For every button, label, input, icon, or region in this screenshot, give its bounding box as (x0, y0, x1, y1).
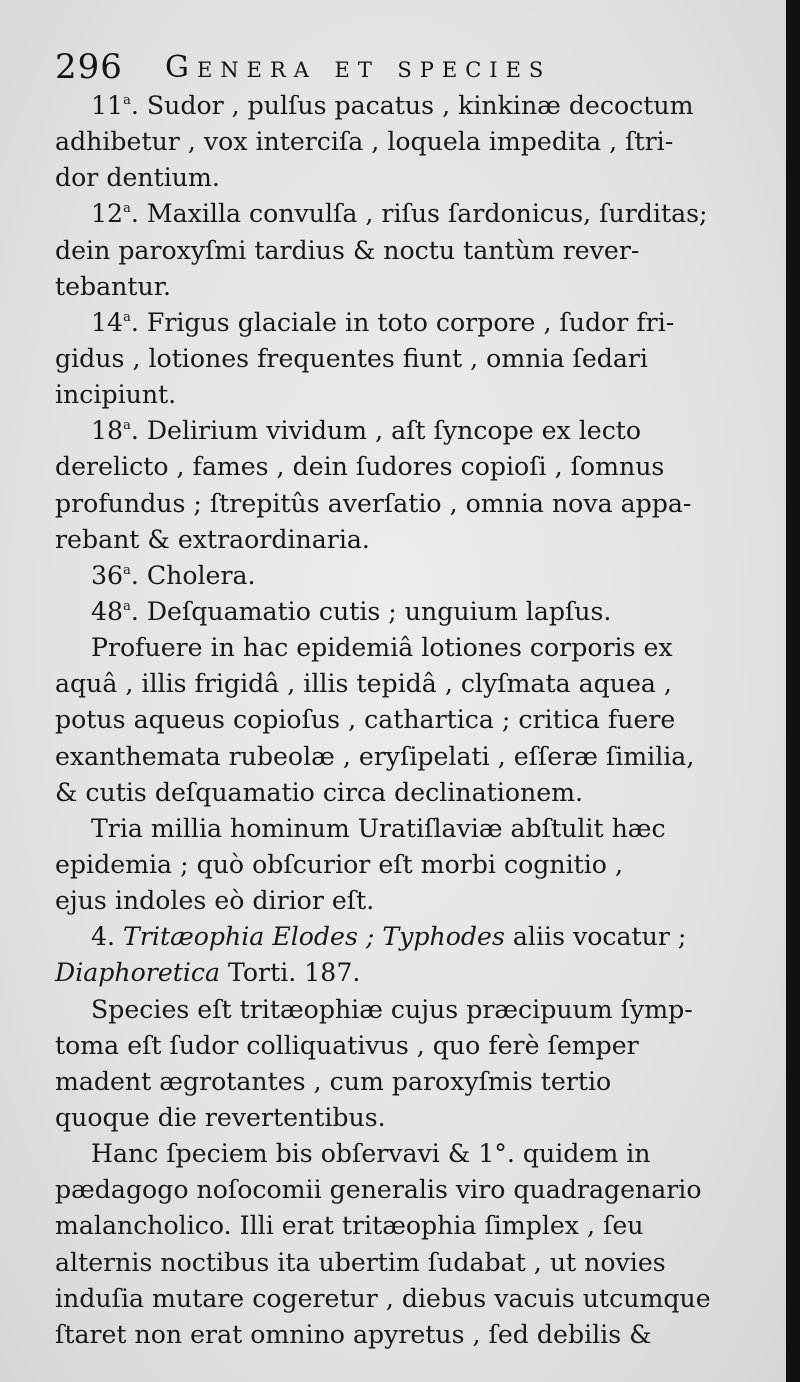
text-segment: . Delirium vividum , aſt ſyncope ex lecto (130, 416, 642, 446)
text-line (55, 1064, 760, 1100)
text-line (55, 486, 760, 522)
text-segment: rebant & extraordinaria. (55, 524, 370, 554)
text-segment: adhibetur , vox interciſa , loquela impedita , ſtri- (55, 127, 674, 157)
text-segment: 48 (91, 596, 124, 626)
text-line (55, 413, 760, 449)
text-segment: & cutis deſquamatio circa declinationem. (55, 777, 584, 807)
text-line (55, 919, 760, 955)
text-segment: 14 (91, 307, 124, 337)
text-line (55, 1208, 760, 1244)
text-line (55, 666, 760, 702)
text-segment: 18 (91, 416, 124, 446)
text-line (55, 739, 760, 775)
text-segment: Tria millia hominum Uratiſlaviæ abſtulit hæc (91, 813, 666, 843)
text-line (55, 1281, 760, 1317)
text-line (55, 811, 760, 847)
text-line (55, 124, 760, 160)
text-segment: aquâ , illis frigidâ , illis tepidâ , clyſmata aquea , (55, 669, 672, 699)
text-line (55, 1245, 760, 1281)
text-segment: Profuere in hac epidemiâ lotiones corporis ex (91, 633, 673, 663)
text-segment: . Frigus glaciale in toto corpore , ſudor fri- (130, 307, 675, 337)
text-segment: alternis noctibus ita ubertim ſudabat , ut novies (55, 1247, 666, 1277)
text-segment: Torti. 187. (220, 958, 361, 988)
text-segment: Hanc ſpeciem bis obſervavi & 1°. quidem in (91, 1139, 651, 1169)
text-segment: 11 (91, 91, 124, 120)
text-segment: Species eſt tritæophiæ cujus præcipuum ſymp- (91, 994, 693, 1024)
text-line (55, 196, 760, 232)
text-segment: 4. (91, 922, 124, 952)
text-line (55, 775, 760, 811)
text-segment: dein paroxyſmi tardius & noctu tantùm rever- (55, 235, 640, 265)
text-line (55, 88, 760, 124)
text-segment: 12 (91, 199, 124, 229)
text-line (55, 702, 760, 738)
text-line (55, 594, 760, 630)
superscript: a (123, 201, 131, 217)
text-line (55, 449, 760, 485)
text-line (55, 558, 760, 594)
text-line (55, 377, 760, 413)
text-segment: ſtaret non erat omnino apyretus , ſed debilis & (55, 1319, 652, 1349)
superscript: a (123, 418, 131, 434)
text-segment: potus aqueus copioſus , cathartica ; critica fuere (55, 705, 676, 735)
text-segment: epidemia ; quò obſcurior eſt morbi cognitio , (55, 849, 623, 879)
superscript: a (123, 598, 131, 614)
text-line (55, 269, 760, 305)
text-line (55, 233, 760, 269)
text-segment: 36 (91, 560, 124, 590)
text-line (55, 1317, 760, 1353)
text-segment: profundus ; ſtrepitûs averſatio , omnia nova appa- (55, 488, 692, 518)
text-line (55, 883, 760, 919)
text-segment: tebantur. (55, 271, 172, 301)
text-segment: induſia mutare cogeretur , diebus vacuis utcumque (55, 1283, 711, 1313)
text-segment: incipiunt. (55, 380, 177, 410)
text-segment: . Sudor , pulſus pacatus , kinkinæ decoctum (130, 91, 694, 120)
text-line (55, 630, 760, 666)
text-line (55, 341, 760, 377)
page-number: 296 (55, 47, 123, 87)
italic-text: Tritæophia Elodes ; Typhodes (123, 922, 505, 952)
text-segment: pædagogo noſocomii generalis viro quadragenario (55, 1175, 702, 1205)
text-segment: . Deſquamatio cutis ; unguium lapſus. (130, 596, 612, 626)
text-line (55, 522, 760, 558)
text-line (55, 955, 760, 991)
text-line (55, 847, 760, 883)
text-segment: exanthemata rubeolæ , eryſipelati , eſſeræ ſimilia, (55, 741, 695, 771)
text-segment: malancholico. Illi erat tritæophia ſimplex , ſeu (55, 1211, 644, 1241)
text-segment: gidus , lotiones frequentes fiunt , omnia ſedari (55, 343, 648, 373)
text-segment: . Cholera. (130, 560, 256, 590)
text-line (55, 992, 760, 1028)
text-segment: aliis vocatur ; (504, 922, 687, 952)
text-segment: ejus indoles eò dirior eſt. (55, 886, 375, 916)
page-header (55, 42, 775, 92)
italic-text: Diaphoretica (55, 958, 221, 988)
text-line (55, 1172, 760, 1208)
body-text (55, 88, 760, 1353)
text-segment: derelicto , fames , dein ſudores copioſi , ſomnus (55, 452, 665, 482)
text-segment: madent ægrotantes , cum paroxyſmis tertio (55, 1066, 612, 1096)
page-edge-shadow (786, 0, 800, 1382)
superscript: a (123, 562, 131, 578)
text-segment: toma eſt ſudor colliquativus , quo ferè ſemper (55, 1030, 639, 1060)
text-line (55, 1100, 760, 1136)
text-line (55, 160, 760, 196)
superscript: a (123, 93, 131, 108)
text-segment: quoque die revertentibus. (55, 1102, 386, 1132)
superscript: a (123, 309, 131, 325)
text-line (55, 1028, 760, 1064)
running-title: Genera et species (165, 50, 552, 85)
text-line (55, 1136, 760, 1172)
text-line (55, 305, 760, 341)
text-segment: . Maxilla convulſa , riſus ſardonicus, ſurditas; (130, 199, 708, 229)
text-segment: dor dentium. (55, 163, 220, 193)
